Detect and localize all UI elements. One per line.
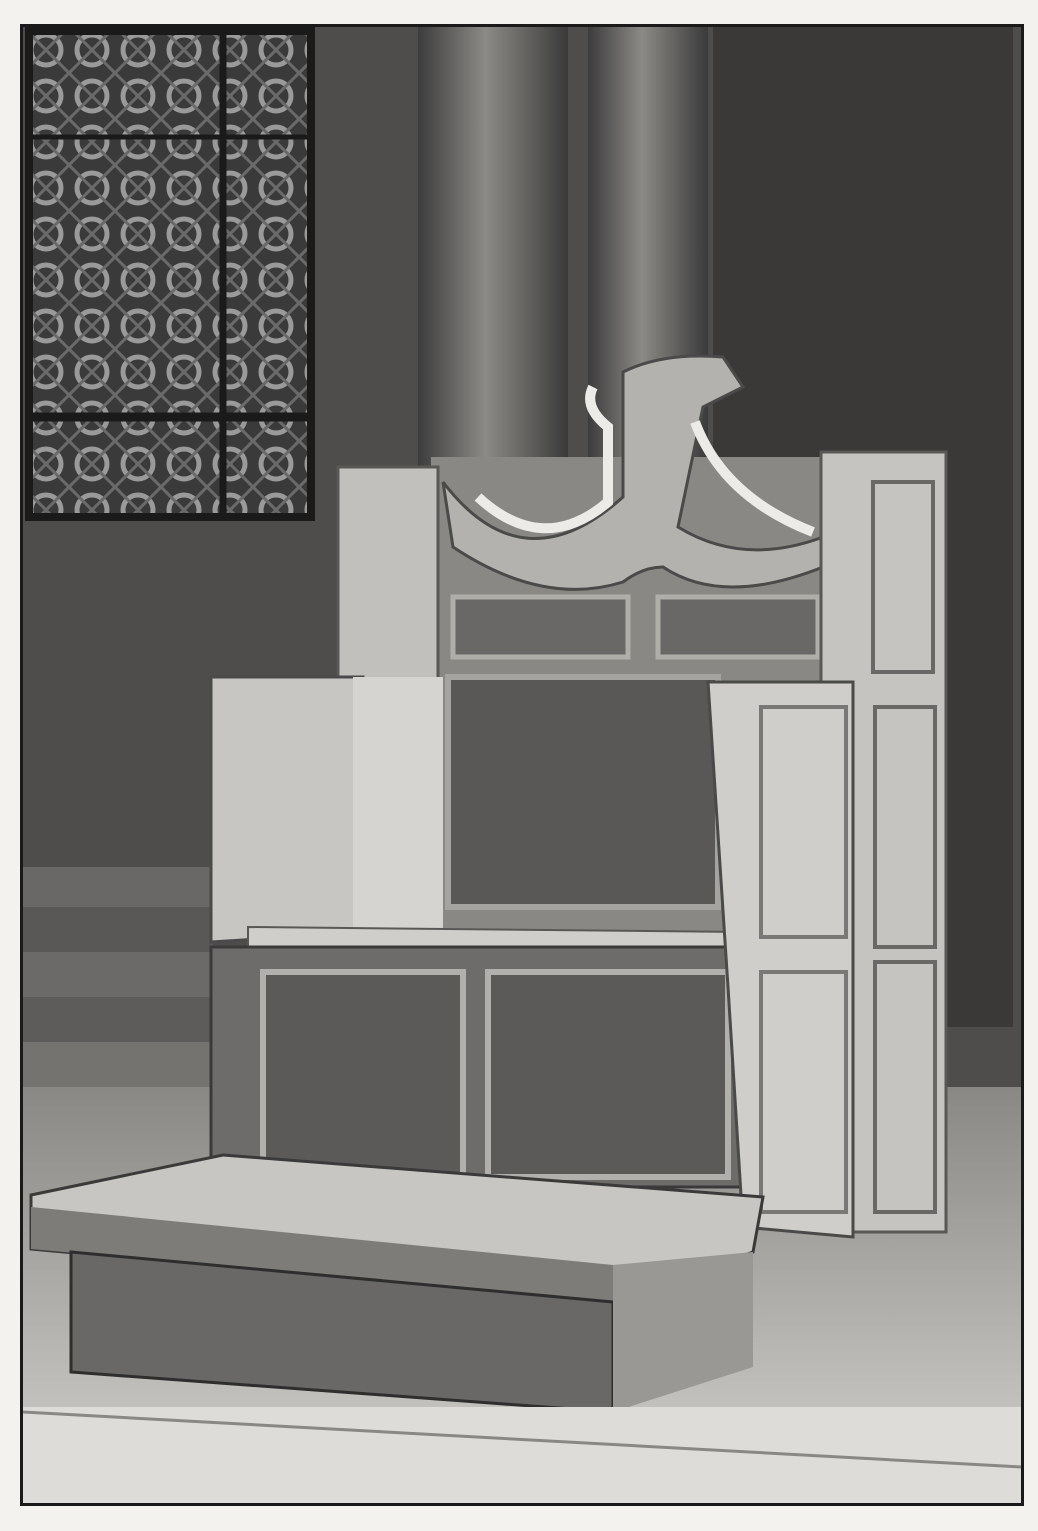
stained-glass-window (29, 31, 311, 517)
stone-steps (23, 867, 213, 1097)
stone-footstool (31, 1155, 763, 1412)
stone-chair-photograph (23, 27, 1021, 1503)
photo-frame (20, 24, 1024, 1506)
left-back-post (338, 467, 438, 697)
left-armrest (211, 677, 368, 942)
